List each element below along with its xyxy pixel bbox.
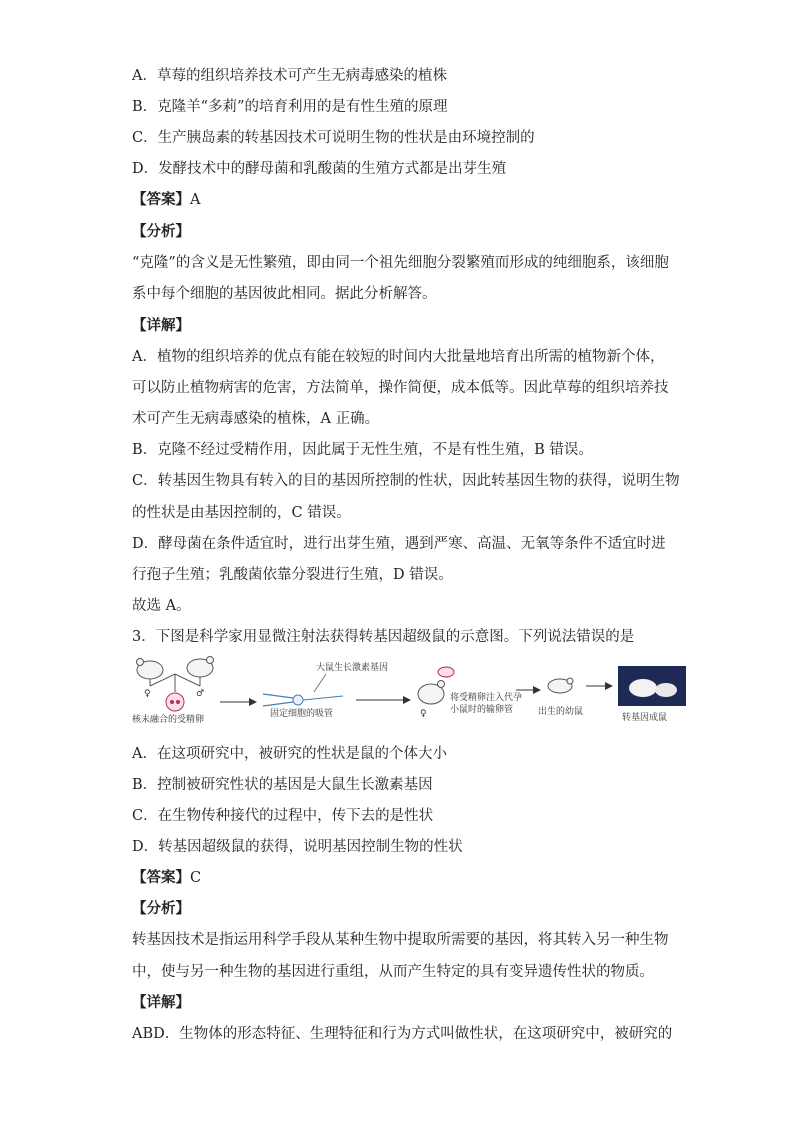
answer-label: 【答案】 [132,870,190,886]
q2-detail-line: 术可产生无病毒感染的植株，A 正确。 [132,411,380,427]
gene-pointer [314,674,326,692]
q3-option-d: D．转基因超级鼠的获得，说明基因控制生物的性状 [132,839,463,855]
q2-analysis-label: 【分析】 [132,224,190,240]
answer-label: 【答案】 [132,192,190,208]
transgenic-super-mouse-photo [618,666,686,706]
q3-detail-line: ABD．生物体的形态特征、生理特征和行为方式叫做性状，在这项研究中，被研究的 [132,1026,673,1042]
answer-value: A [190,192,201,208]
q2-detail-line: 故选 A。 [132,598,191,614]
q2-answer [132,190,200,210]
q2-analysis-line: 系中每个细胞的基因彼此相同。据此分析解答。 [132,286,437,302]
q2-option-b: B．克隆羊“多莉”的培育利用的是有性生殖的原理 [132,99,448,115]
q2-option-c: C．生产胰岛素的转基因技术可说明生物的性状是由环境控制的 [132,130,535,146]
transgenic-mouse-diagram [128,652,688,724]
q2-option-a: A．草莓的组织培养技术可产生无病毒感染的植株 [132,68,447,84]
male-symbol: ♂ [196,689,205,699]
female-symbol: ♀ [144,689,151,699]
surrogate-mouse-icon [418,667,454,704]
q2-detail-line: C．转基因生物具有转入的目的基因所控制的性状，因此转基因生物的获得，说明生物 [132,473,680,489]
answer-value: C [190,870,202,886]
q2-detail-line: 行孢子生殖；乳酸菌依靠分裂进行生殖，D 错误。 [132,567,453,583]
q3-analysis-label: 【分析】 [132,901,190,917]
super-mouse-label: 转基因成鼠 [622,713,668,723]
holding-pipette-icon [263,694,343,706]
inject-label: 将受精卵注入代孕 [450,693,523,703]
q2-detail-line: 可以防止植物病害的危害，方法简单，操作简便，成本低等。因此草莓的组织培养技 [132,380,669,396]
q2-detail-line: D．酵母菌在条件适宜时，进行出芽生殖，遇到严寒、高温、无氧等条件不适宜时进 [132,536,666,552]
born-label: 出生的幼鼠 [538,707,584,717]
newborn-mouse-icon [548,678,573,693]
q3-option-c: C．在生物传种接代的过程中，传下去的是性状 [132,808,434,824]
q3-analysis-line: 中，使与另一种生物的基因进行重组，从而产生特定的具有变异遗传性状的物质。 [132,964,654,980]
q2-option-d: D．发酵技术中的酵母菌和乳酸菌的生殖方式都是出芽生殖 [132,161,507,177]
q2-detail-line: 的性状是由基因控制的，C 错误。 [132,505,351,521]
female-symbol: ♀ [420,709,427,719]
gene-label: 大鼠生长激素基因 [316,663,389,673]
q2-detail-line: B．克隆不经过受精作用，因此属于无性生殖，不是有性生殖，B 错误。 [132,442,593,458]
q3-option-a: A．在这项研究中，被研究的性状是鼠的个体大小 [132,746,447,762]
q2-detail-line: A．植物的组织培养的优点有能在较短的时间内大批量地培育出所需的植物新个体， [132,349,665,365]
q3-option-b: B．控制被研究性状的基因是大鼠生长激素基因 [132,777,433,793]
fertilized-egg-label: 核未融合的受精卵 [132,715,205,724]
q3-answer [132,868,201,888]
pipette-label: 固定细胞的吸管 [270,709,334,719]
q2-analysis-line: “克隆”的含义是无性繁殖，即由同一个祖先细胞分裂繁殖而形成的纯细胞系，该细胞 [132,255,669,271]
q3-analysis-line: 转基因技术是指运用科学手段从某种生物中提取所需要的基因，将其转入另一种生物 [132,932,669,948]
inject-label-2: 小鼠时的输卵管 [450,705,514,715]
fertilized-egg-icon [166,693,184,711]
q3-detail-label: 【详解】 [132,995,190,1011]
q2-detail-label: 【详解】 [132,318,190,334]
q3-stem: 3．下图是科学家用显微注射法获得转基因超级鼠的示意图。下列说法错误的是 [132,629,635,645]
